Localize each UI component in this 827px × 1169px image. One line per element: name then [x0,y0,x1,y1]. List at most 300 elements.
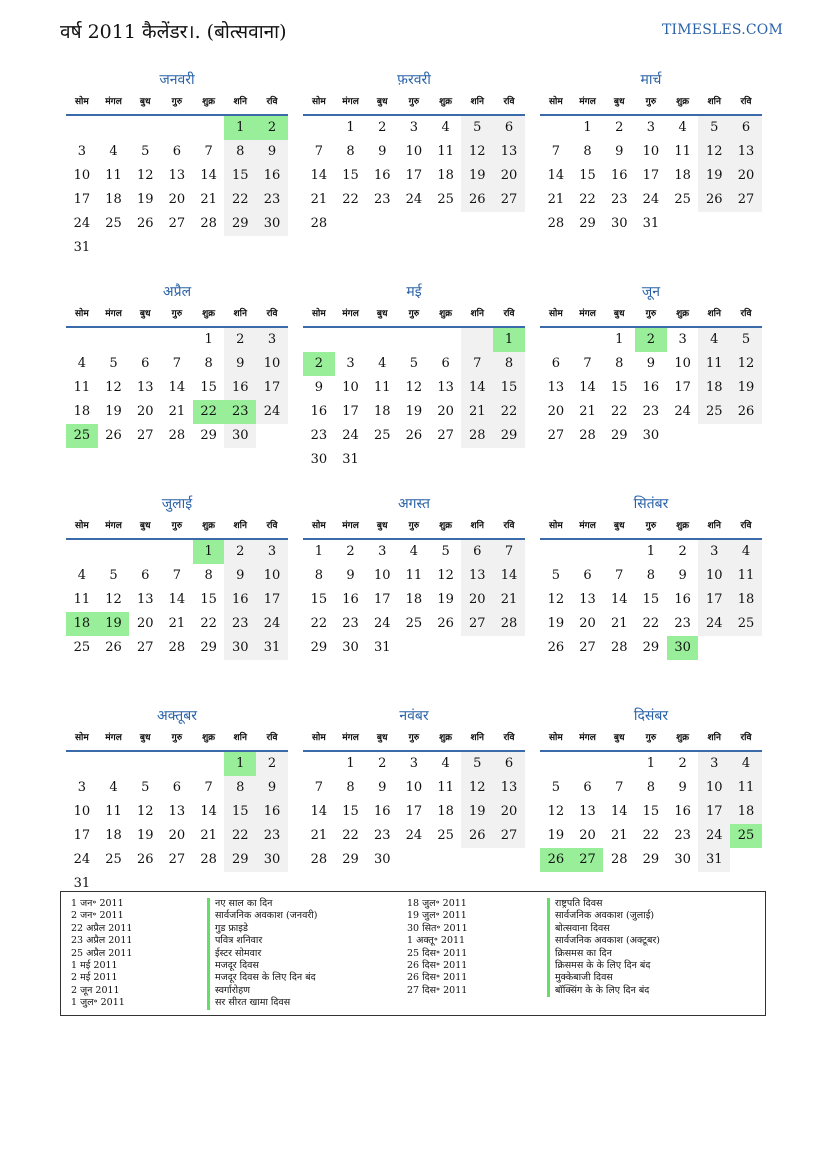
day-cell: 25 [674,192,691,207]
day-cell: 28 [168,640,186,655]
weekday-label: गुरु [171,309,183,319]
day-cell: 16 [642,380,660,395]
day-cell: 9 [256,140,288,164]
day-cell: 23 [310,428,328,443]
day-cell: 12 [547,804,565,819]
day-cell: 31 [73,240,91,255]
day-cell: 26 [547,640,565,655]
day-cell: 16 [373,804,391,819]
day-cell: 29 [642,852,660,867]
day-cell: 26 [105,640,122,655]
day-cell: 13 [461,564,493,588]
weekday-label: बुध [613,521,625,531]
day-cell: 13 [168,804,186,819]
day-cell: 16 [310,404,328,419]
day-cell: 25 [105,216,122,231]
month-title: मई [406,284,422,300]
page-title: वर्ष 2011 कैलेंडर।. (बोत्सवाना) [60,21,287,43]
day-cell: 1 [204,332,213,347]
day-cell: 17 [674,380,691,395]
holiday-name: क्रिसमस के के लिए दिन बंद [547,960,660,972]
day-cell: 14 [610,592,628,607]
day-cell: 5 [698,116,730,140]
day-cell: 9 [615,144,624,159]
weekday-label: बुध [376,309,388,319]
day-cell: 18 [730,800,762,824]
weekday-label: मंगल [579,521,596,531]
day-cell: 28 [610,640,628,655]
day-cell: 4 [77,356,86,371]
day-cell: 16 [256,800,288,824]
empty-cell [66,540,98,564]
empty-cell [603,540,635,564]
day-cell: 22 [200,616,217,631]
holiday-date: 26 दिस॰ 2011 [407,972,468,984]
day-cell: 16 [342,592,359,607]
holiday-date: 2 मई 2011 [71,972,118,984]
weekday-label: रवि [266,733,278,743]
weekday-label: शनि [233,309,247,319]
day-cell: 22 [310,616,328,631]
holiday-date: 25 अप्रैल 2011 [71,947,133,959]
day-cell: 8 [646,780,656,795]
weekday-label: शनि [233,97,247,107]
empty-cell [161,116,193,140]
weekday-label: बुध [376,733,388,743]
holiday-dates-right [407,898,468,997]
day-cell: 23 [642,404,660,419]
weekday-label: रवि [503,309,515,319]
weekday-label: शुक्र [202,733,216,743]
day-cell: 8 [314,568,323,583]
weekday-label: सोम [311,309,326,319]
month-title: नवंबर [399,708,429,724]
day-cell: 3 [77,780,86,795]
holiday-date: 1 अक्तू॰ 2011 [407,935,466,947]
weekday-label: शुक्र [676,521,690,531]
day-cell: 2 [378,756,387,771]
weekday-label: सोम [548,97,563,107]
weekday-header [66,726,288,752]
empty-cell [540,328,572,352]
day-cell: 31 [698,848,730,872]
day-cell: 20 [461,588,493,612]
holiday-date: 1 जन॰ 2011 [71,898,124,909]
day-cell: 6 [172,780,182,795]
month-calendar [66,282,288,460]
day-cell: 15 [342,804,359,819]
weekday-label: मंगल [579,97,596,107]
weekday-label: शनि [470,309,484,319]
day-cell: 4 [77,568,86,583]
day-cell: 21 [547,192,565,207]
day-cell: 3 [346,356,355,371]
month-title: सितंबर [633,496,669,512]
day-cell: 22 [224,824,256,848]
day-grid [540,328,762,448]
day-cell: 21 [493,588,525,612]
weekday-label: सोम [74,97,89,107]
day-cell: 17 [405,168,423,183]
holiday-date: 18 जुल॰ 2011 [407,898,467,909]
empty-cell [193,752,225,776]
day-cell: 29 [200,640,217,655]
day-cell: 29 [610,428,628,443]
weekday-label: मंगल [105,309,122,319]
empty-cell [129,540,161,564]
month-calendar [540,282,762,460]
day-cell: 4 [409,544,419,559]
day-cell: 11 [730,776,762,800]
day-cell: 12 [136,804,154,819]
day-cell: 11 [437,144,454,159]
empty-cell [572,540,604,564]
weekday-label: शनि [707,97,721,107]
day-cell: 6 [583,568,592,583]
day-cell: 23 [342,616,359,631]
day-cell: 21 [461,400,493,424]
weekday-label: मंगल [342,97,359,107]
day-cell: 26 [698,188,730,212]
holiday-name: बॉक्सिंग के के लिए दिन बंद [547,985,660,997]
day-cell: 28 [200,216,217,231]
weekday-label: शुक्र [676,733,690,743]
day-cell: 27 [547,428,565,443]
weekday-header [66,302,288,328]
day-cell: 8 [346,144,355,159]
day-cell: 4 [109,780,118,795]
day-cell: 18 [405,592,423,607]
day-cell: 22 [224,188,256,212]
weekday-label: सोम [74,309,89,319]
month-calendar [540,70,762,248]
weekday-label: सोम [548,521,563,531]
day-cell: 24 [373,616,391,631]
empty-cell [98,752,130,776]
day-cell: 20 [579,828,596,843]
day-cell: 13 [493,776,525,800]
day-cell: 4 [678,120,687,135]
day-cell: 19 [437,592,454,607]
weekday-header [540,726,762,752]
holiday-day-cell: 2 [635,328,667,352]
day-cell: 10 [642,144,660,159]
day-cell: 14 [200,168,217,183]
day-cell: 31 [373,640,391,655]
weekday-header [66,514,288,540]
holiday-name: स्वर्गारोहण [207,985,317,997]
month-calendar [540,706,762,884]
day-cell: 15 [200,380,217,395]
day-cell: 25 [373,428,391,443]
holiday-name: क्रिसमस का दिन [547,948,660,960]
day-cell: 13 [730,140,762,164]
day-cell: 15 [224,164,256,188]
day-cell: 15 [342,168,359,183]
weekday-label: शुक्र [202,97,216,107]
holiday-dates-left [71,898,132,1010]
day-cell: 23 [610,192,628,207]
day-cell: 8 [346,780,355,795]
day-cell: 19 [730,376,762,400]
day-cell: 19 [461,164,493,188]
day-cell: 2 [224,328,256,352]
day-cell: 13 [547,380,565,395]
day-cell: 24 [698,612,730,636]
day-cell: 12 [461,776,493,800]
day-cell: 19 [136,192,154,207]
day-cell: 18 [105,192,122,207]
day-cell: 16 [674,592,691,607]
day-cell: 12 [105,592,122,607]
weekday-label: गुरु [645,733,657,743]
day-cell: 27 [136,640,154,655]
day-cell: 30 [373,852,391,867]
day-cell: 29 [642,640,660,655]
day-cell: 21 [310,192,328,207]
months-grid [66,70,762,891]
weekday-label: बुध [376,97,388,107]
day-cell: 19 [698,164,730,188]
day-cell: 19 [547,828,565,843]
day-cell: 3 [409,756,419,771]
day-cell: 29 [224,212,256,236]
day-cell: 4 [730,752,762,776]
weekday-label: सोम [74,521,89,531]
day-cell: 13 [579,804,596,819]
day-cell: 13 [136,592,154,607]
day-cell: 16 [224,588,256,612]
day-cell: 14 [168,592,186,607]
day-cell: 11 [105,168,122,183]
day-cell: 28 [461,424,493,448]
day-cell: 26 [136,852,154,867]
day-cell: 5 [730,328,762,352]
day-cell: 2 [678,756,687,771]
day-cell: 17 [342,404,359,419]
day-cell: 15 [579,168,596,183]
day-cell: 10 [342,380,359,395]
day-cell: 3 [678,332,687,347]
month-title: अप्रैल [162,284,192,300]
day-cell: 8 [615,356,624,371]
weekday-label: बुध [613,309,625,319]
day-cell: 25 [405,616,423,631]
day-cell: 23 [256,824,288,848]
day-cell: 7 [314,780,323,795]
day-cell: 20 [493,164,525,188]
weekday-header [303,302,525,328]
month-title: जनवरी [159,72,195,88]
day-cell: 27 [461,612,493,636]
weekday-label: रवि [266,309,278,319]
day-cell: 3 [646,120,656,135]
weekday-label: रवि [740,309,752,319]
day-cell: 7 [615,780,624,795]
weekday-label: शनि [470,733,484,743]
holiday-name: मजदूर दिवस के लिए दिन बंद [207,972,317,984]
weekday-label: गुरु [408,309,420,319]
day-cell: 11 [698,352,730,376]
day-cell: 16 [610,168,628,183]
day-cell: 14 [579,380,596,395]
empty-cell [161,540,193,564]
holiday-name: सर सीरत खामा दिवस [207,997,317,1009]
weekday-label: गुरु [171,97,183,107]
day-cell: 30 [642,428,660,443]
day-cell: 27 [579,640,596,655]
month-title: अगस्त [397,496,430,512]
month-title: दिसंबर [633,708,669,724]
holiday-list [60,891,766,1016]
weekday-label: सोम [74,733,89,743]
day-cell: 5 [551,780,560,795]
empty-cell [540,540,572,564]
empty-cell [540,752,572,776]
weekday-label: रवि [740,733,752,743]
day-grid [540,752,762,872]
day-cell: 12 [437,568,454,583]
day-cell: 23 [674,828,691,843]
month-calendar [66,706,288,891]
day-cell: 30 [224,636,256,660]
day-cell: 14 [610,804,628,819]
empty-cell [461,328,493,352]
weekday-label: बुध [139,97,151,107]
day-grid [303,540,525,660]
day-cell: 17 [405,804,423,819]
day-cell: 4 [378,356,387,371]
holiday-day-cell: 18 [66,612,98,636]
day-cell: 27 [136,428,154,443]
day-cell: 26 [461,188,493,212]
day-cell: 30 [224,424,256,448]
weekday-label: गुरु [645,309,657,319]
holiday-day-cell: 1 [193,540,225,564]
brand-link[interactable]: TIMESLES.COM [662,22,783,38]
day-cell: 18 [730,588,762,612]
day-cell: 11 [674,144,691,159]
day-cell: 25 [437,828,454,843]
day-cell: 28 [493,612,525,636]
day-cell: 26 [730,400,762,424]
weekday-label: गुरु [408,521,420,531]
day-cell: 7 [314,144,323,159]
day-cell: 9 [346,568,355,583]
day-cell: 19 [105,404,122,419]
day-cell: 19 [547,616,565,631]
day-cell: 22 [493,400,525,424]
day-cell: 13 [437,380,454,395]
day-cell: 30 [674,852,691,867]
day-cell: 31 [256,636,288,660]
day-cell: 27 [168,852,186,867]
day-cell: 15 [200,592,217,607]
day-cell: 12 [105,380,122,395]
empty-cell [303,328,335,352]
weekday-label: शुक्र [439,733,453,743]
day-cell: 29 [310,640,328,655]
day-cell: 11 [405,568,423,583]
empty-cell [366,328,398,352]
weekday-label: शनि [707,309,721,319]
day-cell: 6 [493,116,525,140]
day-cell: 7 [551,144,560,159]
day-grid [66,328,288,448]
holiday-name: बोत्सवाना दिवस [547,923,660,935]
day-cell: 20 [579,616,596,631]
day-cell: 22 [342,192,359,207]
weekday-header [66,90,288,116]
day-cell: 24 [256,612,288,636]
holiday-name: सार्वजनिक अवकाश (अक्टूबर) [547,935,660,947]
weekday-label: सोम [548,309,563,319]
weekday-label: रवि [266,97,278,107]
holiday-day-cell: 1 [224,752,256,776]
month-title: जुलाई [161,496,193,512]
day-cell: 3 [698,540,730,564]
day-cell: 13 [136,380,154,395]
day-grid [303,752,525,872]
month-calendar [303,282,525,467]
empty-cell [398,328,430,352]
day-cell: 15 [493,376,525,400]
weekday-label: शनि [707,733,721,743]
weekday-label: रवि [266,521,278,531]
day-cell: 14 [200,804,217,819]
holiday-name: राष्ट्रपति दिवस [547,898,660,910]
day-cell: 25 [698,400,730,424]
day-cell: 1 [615,332,624,347]
day-cell: 7 [493,540,525,564]
day-cell: 8 [224,776,256,800]
day-cell: 27 [730,188,762,212]
day-cell: 10 [405,780,423,795]
empty-cell [98,328,130,352]
empty-cell [572,328,604,352]
day-cell: 3 [256,540,288,564]
day-cell: 20 [136,616,154,631]
day-cell: 7 [461,352,493,376]
day-cell: 17 [73,828,91,843]
day-cell: 23 [224,612,256,636]
holiday-names-right [547,898,660,997]
weekday-label: गुरु [645,521,657,531]
day-cell: 5 [551,568,560,583]
day-cell: 15 [642,804,660,819]
weekday-label: शुक्र [439,97,453,107]
empty-cell [129,752,161,776]
day-cell: 5 [461,752,493,776]
weekday-label: गुरु [171,521,183,531]
day-cell: 15 [310,592,328,607]
day-grid [540,540,762,660]
day-cell: 12 [136,168,154,183]
day-cell: 24 [342,428,359,443]
weekday-label: बुध [613,97,625,107]
day-cell: 16 [224,376,256,400]
day-cell: 16 [674,804,691,819]
day-cell: 9 [378,144,387,159]
empty-cell [572,752,604,776]
day-cell: 24 [73,852,91,867]
day-grid [540,116,762,236]
day-cell: 9 [314,380,323,395]
day-cell: 16 [373,168,391,183]
day-cell: 20 [730,164,762,188]
holiday-date: 1 मई 2011 [71,960,118,972]
weekday-label: शनि [707,521,721,531]
